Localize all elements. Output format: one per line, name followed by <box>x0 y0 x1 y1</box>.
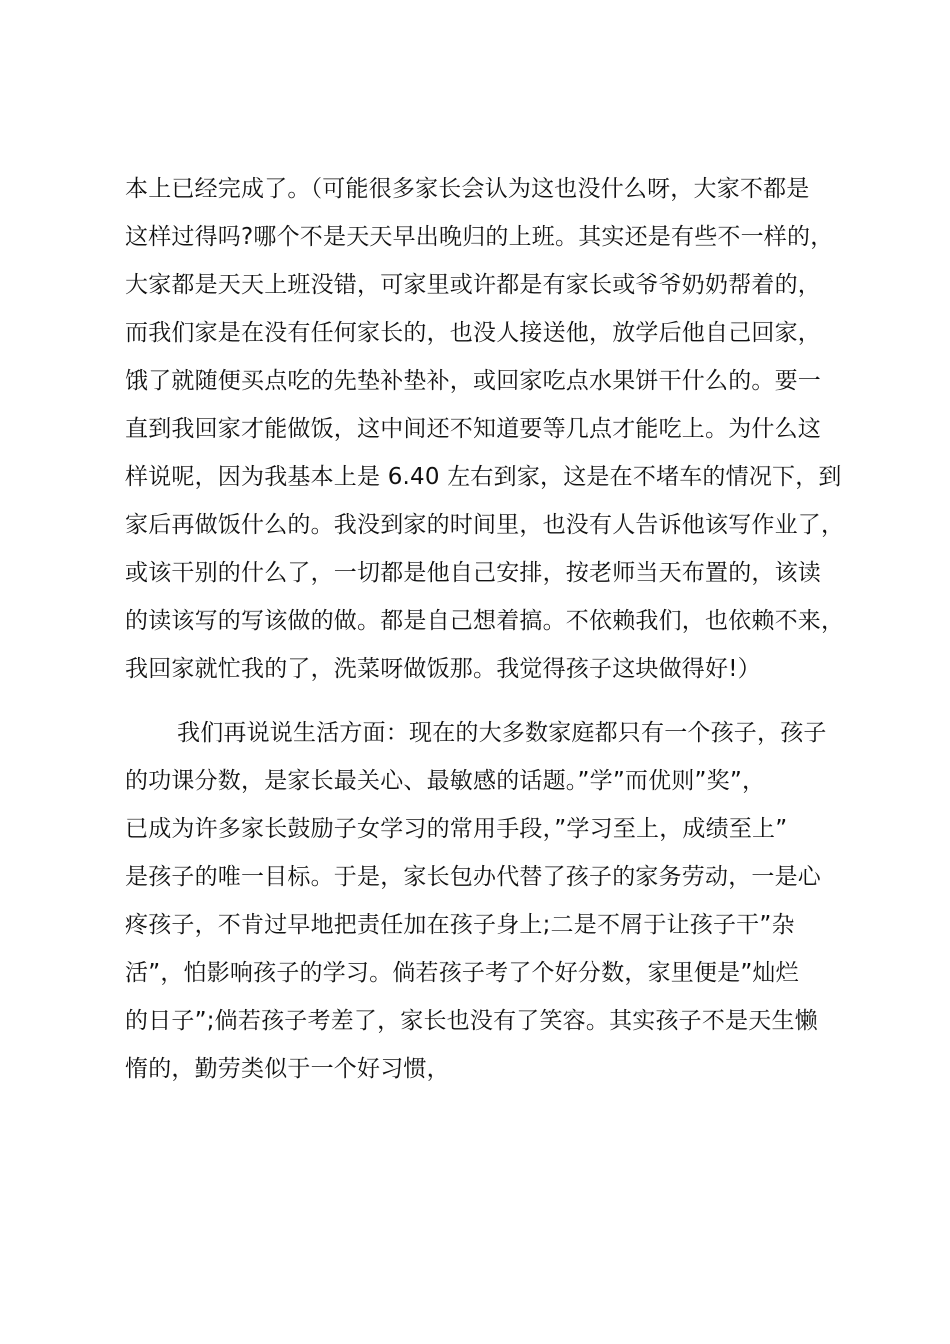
text-line: 已成为许多家长鼓励子女学习的常用手段，”学习至上，成绩至上” <box>125 816 788 842</box>
text-line: 的读该写的写该做的做。都是自己想着搞。不依赖我们，也依赖不来， <box>125 608 845 634</box>
text-line: 直到我回家才能做饭，这中间还不知道要等几点才能吃上。为什么这 <box>125 416 821 442</box>
text-line: 本上已经完成了。（可能很多家长会认为这也没什么呀，大家不都是 <box>125 176 810 202</box>
text-line: 活”，怕影响孩子的学习。倘若孩子考了个好分数，家里便是”灿烂 <box>125 960 799 986</box>
text-line: 的功课分数，是家长最关心、最敏感的话题。”学”而优则”奖”， <box>125 768 766 794</box>
text-line: 的日子”;倘若孩子考差了，家长也没有了笑容。其实孩子不是天生懒 <box>125 1008 818 1034</box>
text-line: 家后再做饭什么的。我没到家的时间里，也没有人告诉他该写作业了， <box>125 512 845 538</box>
text-line: 惰的，勤劳类似于一个好习惯， <box>125 1056 450 1082</box>
text-line: 或该干别的什么了，一切都是他自己安排，按老师当天布置的，该读 <box>125 560 821 586</box>
paragraph-first-line: 我们再说说生活方面：现在的大多数家庭都只有一个孩子，孩子 <box>177 720 827 746</box>
text-line: 我回家就忙我的了，洗菜呀做饭那。我觉得孩子这块做得好!） <box>125 656 761 682</box>
text-line: 而我们家是在没有任何家长的，也没人接送他，放学后他自己回家， <box>125 320 821 346</box>
text-line: 饿了就随便买点吃的先垫补垫补，或回家吃点水果饼干什么的。要一 <box>125 368 821 394</box>
text-line: 疼孩子，不肯过早地把责任加在孩子身上;二是不屑于让孩子干”杂 <box>125 912 795 938</box>
text-line: 这样过得吗?哪个不是天天早出晚归的上班。其实还是有些不一样的， <box>125 224 834 250</box>
text-line: 样说呢，因为我基本上是 6.40 左右到家，这是在不堵车的情况下，到 <box>125 464 842 490</box>
text-line: 是孩子的唯一目标。于是，家长包办代替了孩子的家务劳动，一是心 <box>125 864 821 890</box>
text-line: 大家都是天天上班没错，可家里或许都是有家长或爷爷奶奶帮着的， <box>125 272 821 298</box>
